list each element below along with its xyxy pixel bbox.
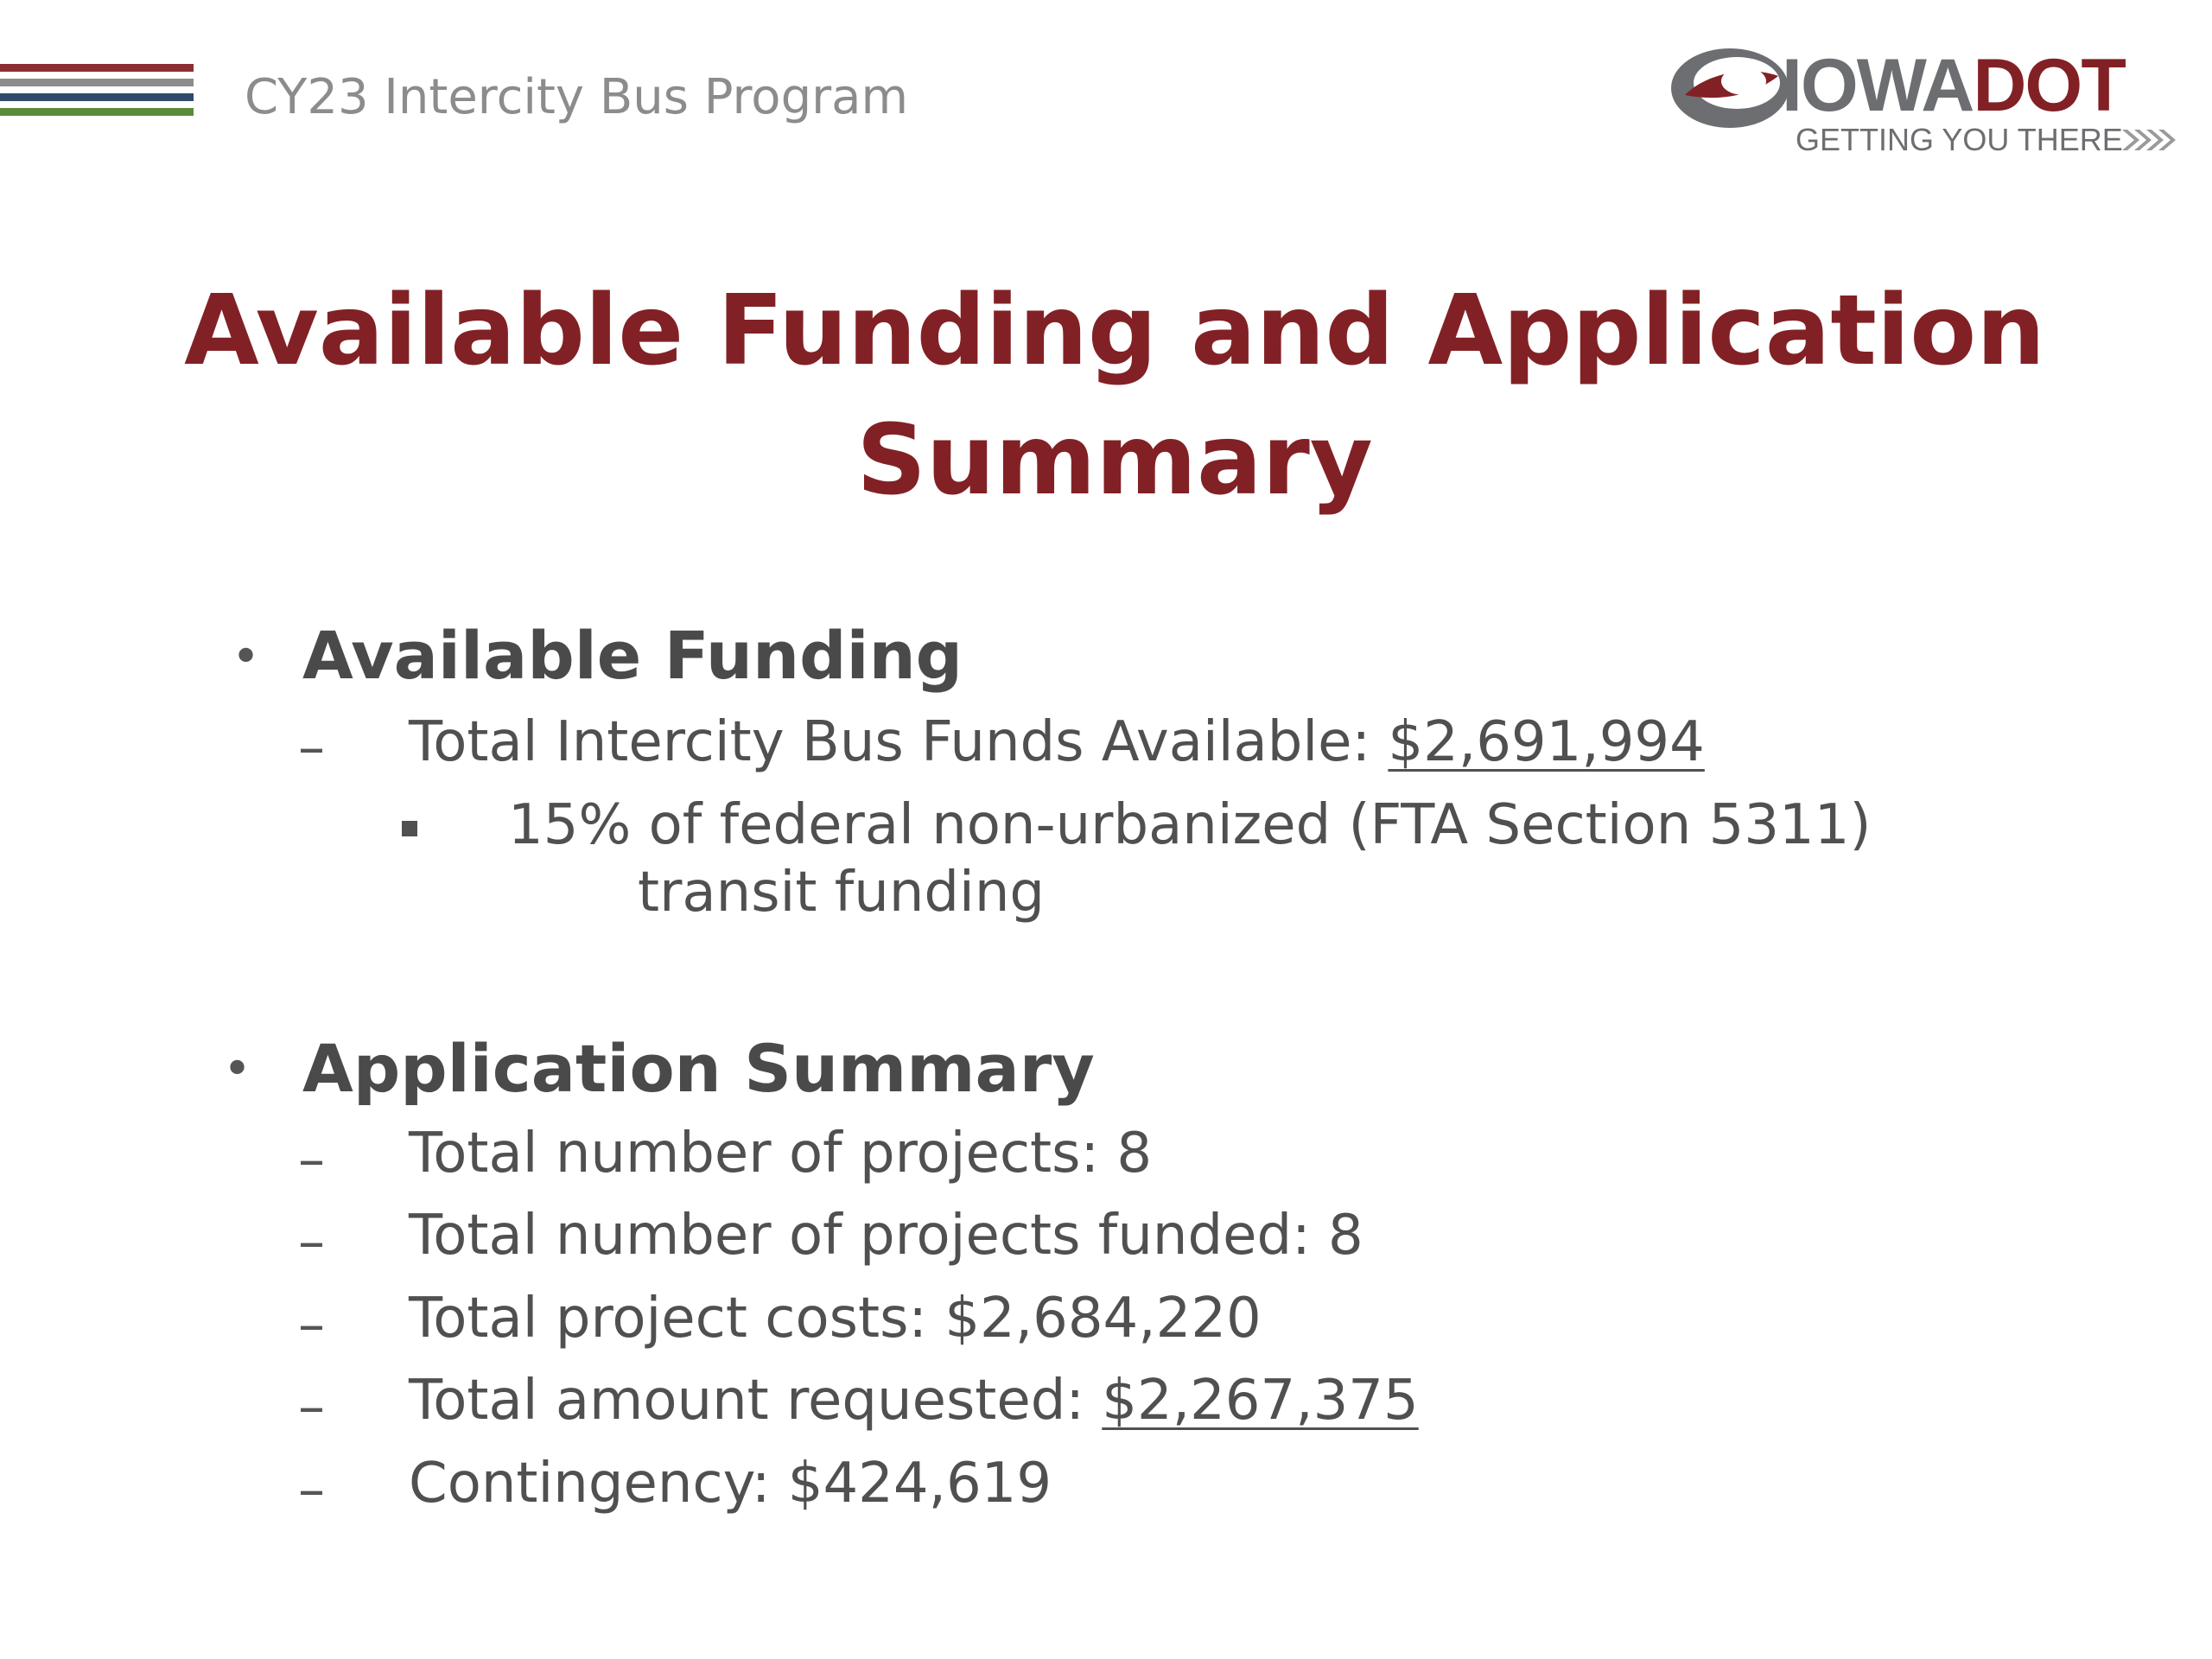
stripe-red xyxy=(0,64,194,72)
logo-wordmark: IOWADOT xyxy=(1782,44,2125,127)
stripe-gray xyxy=(0,79,194,86)
bullet-dash: – xyxy=(298,1210,325,1273)
summary-item-value: $2,684,220 xyxy=(944,1287,1262,1351)
summary-item-total-projects xyxy=(409,1122,1152,1185)
square-bullet xyxy=(402,821,417,836)
funds-available-value: $2,691,994 xyxy=(1388,710,1705,774)
stripe-green xyxy=(0,108,194,116)
bullet-dot: • xyxy=(232,629,261,685)
available-funding-heading: Available Funding xyxy=(302,617,963,694)
summary-item-amount-requested xyxy=(409,1369,1419,1433)
summary-item-project-costs xyxy=(409,1287,1262,1351)
funding-note-line2: transit funding xyxy=(638,861,1045,925)
iowa-dot-logo xyxy=(1668,38,2186,168)
summary-item-value: 8 xyxy=(1327,1204,1363,1268)
bullet-dash: – xyxy=(298,1458,325,1521)
bullet-dash: – xyxy=(298,1128,325,1191)
swoosh-icon xyxy=(1671,48,1789,128)
logo-tagline: GETTING YOU THERE xyxy=(1796,122,2123,157)
summary-item-label: Contingency: xyxy=(409,1452,788,1516)
funds-available-label: Total Intercity Bus Funds Available: xyxy=(409,710,1389,774)
slide-title-line2: Summary xyxy=(856,404,1373,517)
slide-title xyxy=(147,266,2082,525)
slide-title-line1: Available Funding and Application xyxy=(184,275,2045,387)
program-title: CY23 Intercity Bus Program xyxy=(245,69,909,125)
bullet-dash: – xyxy=(298,1293,325,1356)
summary-item-label: Total number of projects: xyxy=(409,1122,1117,1185)
summary-item-label: Total project costs: xyxy=(409,1287,945,1351)
summary-item-value: $424,619 xyxy=(787,1452,1052,1516)
funding-note-line1: 15% of federal non-urbanized (FTA Section 5311) xyxy=(508,793,1872,857)
stripe-blue xyxy=(0,93,194,101)
summary-item-label: Total amount requested: xyxy=(409,1369,1103,1433)
summary-item-contingency xyxy=(409,1452,1052,1516)
summary-item-label: Total number of projects funded: xyxy=(409,1204,1328,1268)
summary-item-projects-funded xyxy=(409,1204,1363,1268)
chevrons-icon xyxy=(2122,130,2176,150)
summary-item-value: 8 xyxy=(1116,1122,1153,1185)
header-stripes xyxy=(0,64,194,123)
bullet-dash: – xyxy=(298,715,325,779)
bullet-dash: – xyxy=(298,1375,325,1438)
bullet-dot: • xyxy=(223,1041,252,1097)
summary-item-value: $2,267,375 xyxy=(1102,1369,1419,1433)
application-summary-heading: Application Summary xyxy=(302,1030,1095,1107)
funds-available-item xyxy=(409,710,1705,774)
